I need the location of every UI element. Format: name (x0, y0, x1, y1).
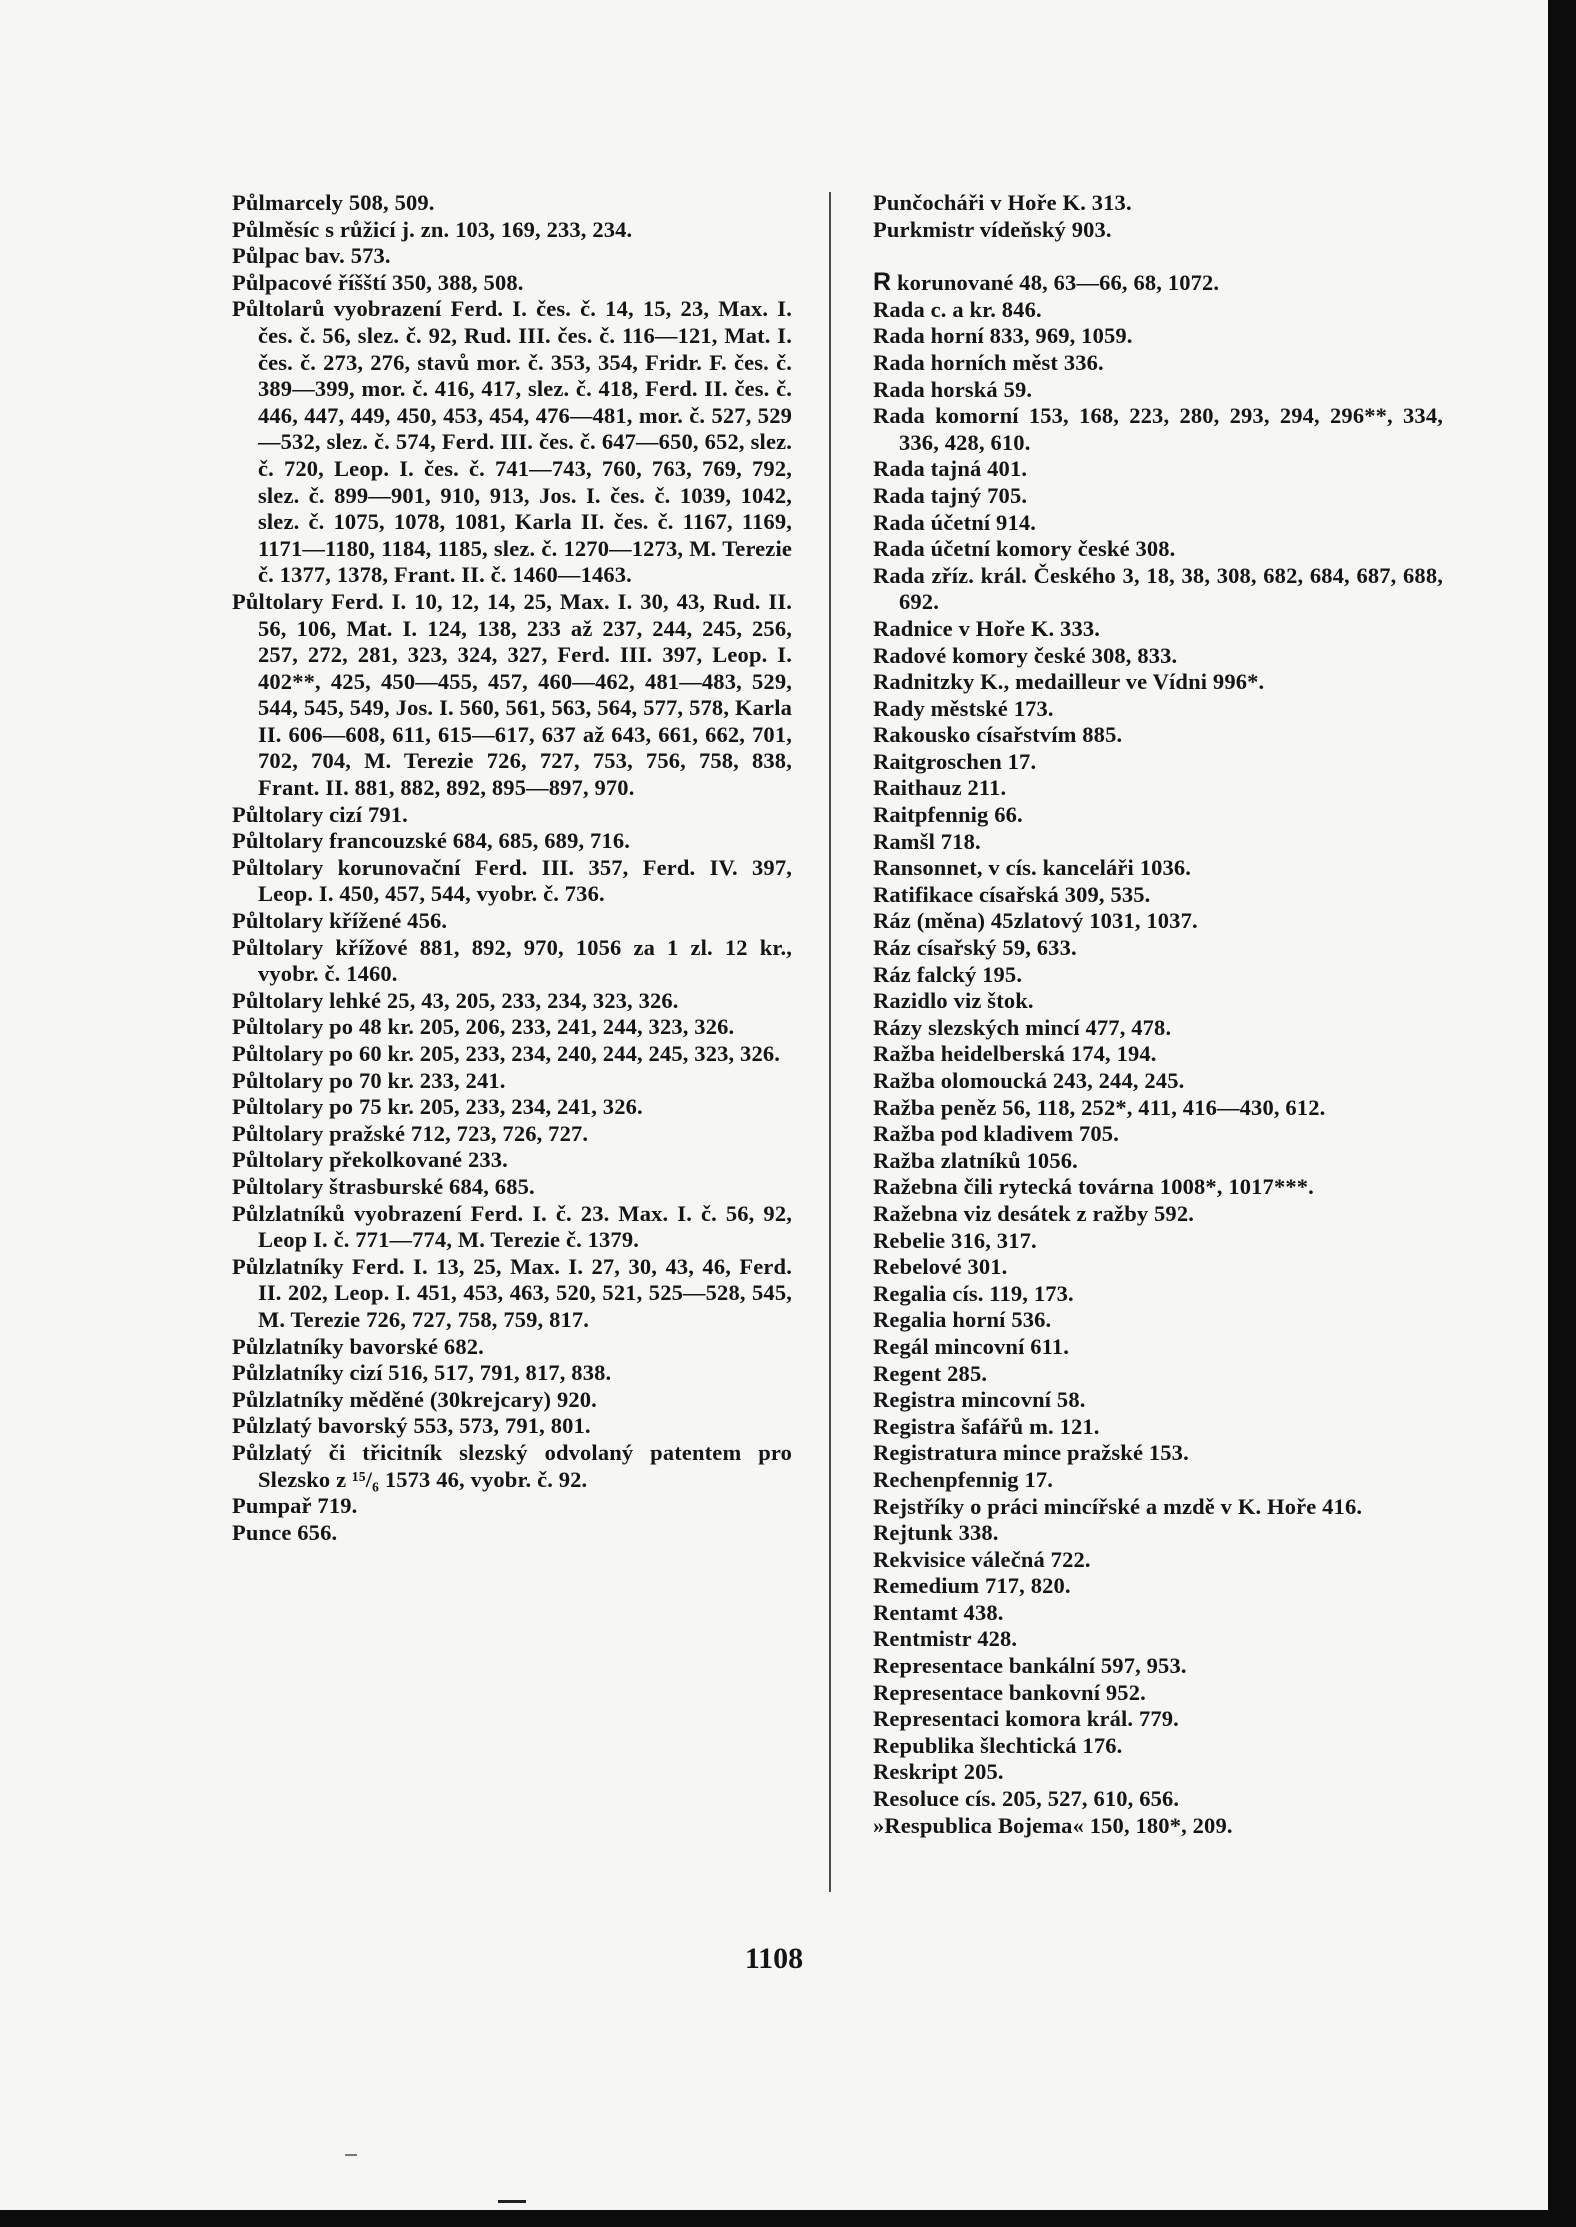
index-entry: Rada komorní 153, 168, 223, 280, 293, 294, 296**, 334, 336, 428, 610. (873, 403, 1443, 455)
index-entry: Rada tajný 705. (873, 482, 1028, 508)
index-entry: Půltolary překolkované 233. (232, 1147, 508, 1173)
index-entry: Regalia cís. 119, 173. (873, 1280, 1074, 1306)
index-entry: Půlzlatníky bavorské 682. (232, 1333, 484, 1359)
index-entry: Rada účetní 914. (873, 509, 1037, 535)
index-entry: Ráz (měna) 45zlatový 1031, 1037. (873, 908, 1198, 934)
index-entry: Rakousko císařstvím 885. (873, 722, 1123, 748)
index-entry: Radové komory české 308, 833. (873, 642, 1178, 668)
index-entry: Regalia horní 536. (873, 1307, 1052, 1333)
index-entry: Rada horních měst 336. (873, 349, 1104, 375)
letter-section-gap (873, 243, 1443, 269)
index-entry: Pumpař 719. (232, 1493, 358, 1519)
index-entry: Rechenpfennig 17. (873, 1466, 1054, 1492)
index-entry: Rada c. a kr. 846. (873, 296, 1042, 322)
index-entry: Půlzlatníků vyobrazení Ferd. I. č. 23. Max. I. č. 56, 92, Leop I. č. 771—774, M. Terezie č. 1379. (232, 1200, 792, 1253)
index-entry: Půltolarů vyobrazení Ferd. I. čes. č. 14, 15, 23, Max. I. čes. č. 56, slez. č. 92, Rud. III. čes. č. 116—121, Mat. I. čes. č. 273, 276, stavů mor. č. 353, 354, Fridr. F. čes. č. 389—399, mor. č. 416, 417, slez. č. 418, Ferd. II. čes. č. 446, 447, 449, 450, 453, 454, 476—481, mor. č. 527, 529—532, slez. č. 574, Ferd. III. čes. č. 647—650, 652, slez. č. 720, Leop. I. čes. č. 741—743, 760, 763, 769, 792, slez. č. 899—901, 910, 913, Jos. I. čes. č. 1039, 1042, slez. č. 1075, 1078, 1081, Karla II. čes. č. 1167, 1169, 1171—1180, 1184, 1185, slez. č. 1270—1273, M. Terezie č. 1377, 1378, Frant. II. č. 1460—1463. (232, 296, 792, 588)
index-entry: Rada zříz. král. Českého 3, 18, 38, 308, 682, 684, 687, 688, 692. (873, 562, 1443, 615)
index-entry: Rejtunk 338. (873, 1520, 999, 1546)
scan-mark (345, 2154, 357, 2156)
index-entry: Půlmarcely 508, 509. (232, 190, 435, 215)
index-entry: Půlpacové říšští 350, 388, 508. (232, 269, 524, 295)
index-entry: Půltolary po 75 kr. 205, 233, 234, 241, 326. (232, 1094, 643, 1120)
index-entry: Raitpfennig 66. (873, 802, 1023, 828)
index-entry: Rentmistr 428. (873, 1626, 1018, 1652)
index-entry: Ražba heidelberská 174, 194. (873, 1041, 1157, 1067)
index-entry: Regál mincovní 611. (873, 1333, 1069, 1359)
index-entry: Půlpac bav. 573. (232, 243, 391, 269)
index-entry: Půltolary po 48 kr. 205, 206, 233, 241, 244, 323, 326. (232, 1014, 735, 1040)
index-entry: Razidlo viz štok. (873, 988, 1034, 1014)
index-entry: Purkmistr vídeňský 903. (873, 216, 1112, 242)
index-entry: Půltolary francouzské 684, 685, 689, 716. (232, 828, 630, 854)
index-entry: Ražba zlatníků 1056. (873, 1147, 1078, 1173)
index-entry: Půlměsíc s růžicí j. zn. 103, 169, 233, 234. (232, 216, 633, 242)
index-entry: Půltolary pražské 712, 723, 726, 727. (232, 1120, 589, 1146)
index-entry: Ramšl 718. (873, 828, 981, 854)
index-entry: Punčocháři v Hoře K. 313. (873, 190, 1132, 215)
index-entry: Registra šafářů m. 121. (873, 1413, 1100, 1439)
index-entry: Ransonnet, v cís. kanceláři 1036. (873, 855, 1192, 881)
index-entry: Půltolary korunovační Ferd. III. 357, Ferd. IV. 397, Leop. I. 450, 457, 544, vyobr. č. 736. (232, 854, 792, 907)
index-entry: Půlzlatníky měděné (30krejcary) 920. (232, 1386, 597, 1412)
index-entry: »Respublica Bojema« 150, 180*, 209. (873, 1812, 1233, 1838)
index-entry: Ražba pod kladivem 705. (873, 1121, 1119, 1147)
index-entry: Rekvisice válečná 722. (873, 1546, 1091, 1572)
index-entry: Radnitzky K., medailleur ve Vídni 996*. (873, 669, 1265, 695)
index-entry: Representace bankovní 952. (873, 1679, 1146, 1705)
index-entry: Půltolary lehké 25, 43, 205, 233, 234, 323, 326. (232, 987, 679, 1013)
index-entry: Ráz falcký 195. (873, 961, 1023, 987)
index-entry: Rada horská 59. (873, 376, 1033, 402)
index-entry: Ráz císařský 59, 633. (873, 935, 1077, 961)
index-entry: Punce 656. (232, 1519, 338, 1545)
index-entry: Registra mincovní 58. (873, 1387, 1086, 1413)
index-column-left (232, 190, 792, 1546)
index-entry: Raitgroschen 17. (873, 748, 1037, 774)
index-entry: Půltolary po 60 kr. 205, 233, 234, 240, 244, 245, 323, 326. (232, 1041, 781, 1066)
index-entry: Representaci komora král. 779. (873, 1706, 1179, 1732)
index-entry: Resoluce cís. 205, 527, 610, 656. (873, 1786, 1180, 1812)
scan-mark (498, 2200, 526, 2203)
index-entry: Raithauz 211. (873, 775, 1007, 801)
index-entry: Půltolary křížené 456. (232, 908, 448, 934)
index-entry: Půltolary po 70 kr. 233, 241. (232, 1067, 506, 1093)
index-column-right (873, 190, 1443, 1839)
index-entry: Registratura mince pražské 153. (873, 1440, 1189, 1466)
index-entry: Rada horní 833, 969, 1059. (873, 323, 1133, 349)
index-entry: Ražebna čili rytecká továrna 1008*, 1017***. (873, 1174, 1314, 1200)
index-entry: Ratifikace císařská 309, 535. (873, 881, 1151, 907)
index-entry: Rady městské 173. (873, 695, 1054, 721)
index-entry: Ražebna viz desátek z ražby 592. (873, 1200, 1195, 1226)
index-entry: Representace bankální 597, 953. (873, 1653, 1187, 1679)
index-entry: Půltolary Ferd. I. 10, 12, 14, 25, Max. I. 30, 43, Rud. II. 56, 106, Mat. I. 124, 138, 233 až 237, 244, 245, 256, 257, 272, 281, 323, 324, 327, Ferd. III. 397, Leop. I. 402**, 425, 450—455, 457, 460—462, 481—483, 529, 544, 545, 549, Jos. I. 560, 561, 563, 564, 577, 578, Karla II. 606—608, 611, 615—617, 637 až 643, 661, 662, 701, 702, 704, M. Terezie 726, 727, 753, 756, 758, 838, Frant. II. 881, 882, 892, 895—897, 970. (232, 588, 792, 801)
index-entry: Rebelové 301. (873, 1254, 1008, 1280)
index-entry: Rázy slezských mincí 477, 478. (873, 1014, 1172, 1040)
index-entry: Reskript 205. (873, 1759, 1004, 1785)
index-entry: Rejstříky o práci mincířské a mzdě v K. Hoře 416. (873, 1493, 1363, 1519)
index-entry: Půlzlatý bavorský 553, 573, 791, 801. (232, 1413, 591, 1439)
index-entry: Půlzlatníky cizí 516, 517, 791, 817, 838. (232, 1360, 612, 1386)
index-entry: Regent 285. (873, 1360, 988, 1386)
index-entry: Ražba peněz 56, 118, 252*, 411, 416—430, 612. (873, 1094, 1326, 1120)
index-entry: Půltolary cizí 791. (232, 801, 408, 827)
index-entry: Půlzlatý či třicitník slezský odvolaný patentem pro Slezsko z ¹⁵/₆ 1573 46, vyobr. č. 92. (232, 1439, 792, 1492)
index-entry: Půltolary štrasburské 684, 685. (232, 1173, 535, 1199)
index-entry (873, 269, 1443, 297)
index-entry-text: korunované 48, 63—66, 68, 1072. (891, 270, 1220, 296)
index-entry: Ražba olomoucká 243, 244, 245. (873, 1068, 1185, 1093)
index-entry: Půlzlatníky Ferd. I. 13, 25, Max. I. 27, 30, 43, 46, Ferd. II. 202, Leop. I. 451, 453, 463, 520, 521, 525—528, 545, M. Terezie 726, 727, 758, 759, 817. (232, 1253, 792, 1332)
index-entry: Rentamt 438. (873, 1599, 1004, 1625)
index-entry: Rebelie 316, 317. (873, 1227, 1037, 1253)
page-number: 1108 (744, 1942, 804, 1975)
column-divider (829, 192, 831, 1892)
index-entry: Remedium 717, 820. (873, 1573, 1071, 1599)
section-initial: R (873, 268, 892, 297)
index-entry: Republika šlechtická 176. (873, 1732, 1123, 1758)
index-entry: Rada tajná 401. (873, 456, 1028, 482)
index-entry: Půltolary křížové 881, 892, 970, 1056 za 1 zl. 12 kr., vyobr. č. 1460. (232, 934, 792, 987)
index-entry: Radnice v Hoře K. 333. (873, 615, 1101, 641)
index-entry: Rada účetní komory české 308. (873, 536, 1176, 562)
